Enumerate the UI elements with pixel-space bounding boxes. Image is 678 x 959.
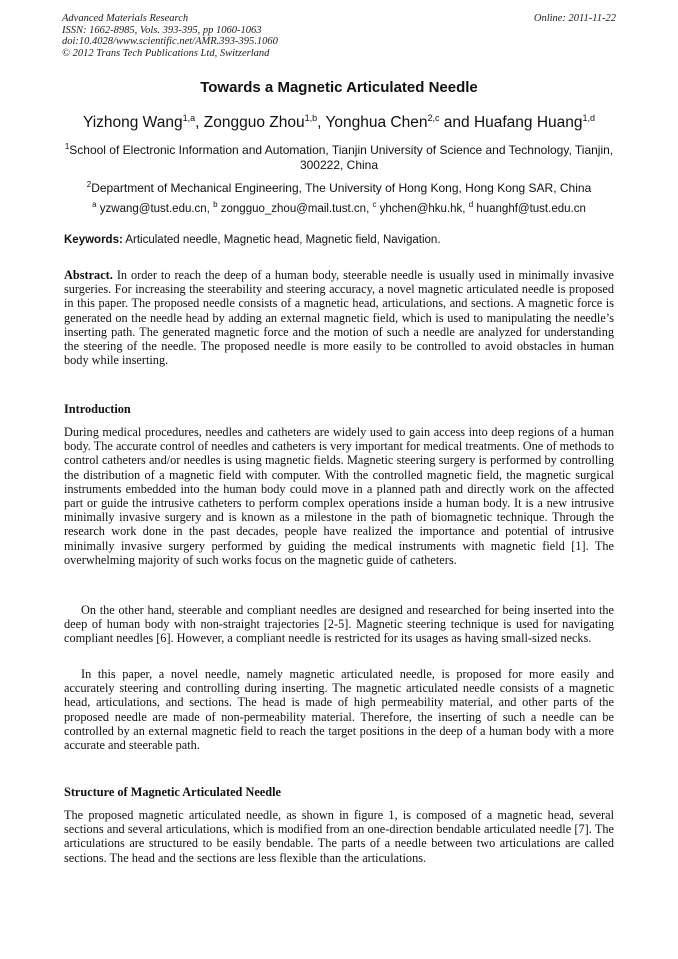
doi-line: doi:10.4028/www.scientific.net/AMR.393-395.1060 (62, 36, 278, 47)
section-heading-introduction: Introduction (64, 402, 131, 416)
affiliation-1 (64, 139, 614, 173)
affiliation-sup: 1 (64, 142, 70, 151)
abstract (64, 268, 614, 367)
paragraph: In this paper, a novel needle, namely magnetic articulated needle, is proposed for more easily and accurately steering and controlling during inserting. The magnetic articulated needle consists of a magnetic head, articulations, and sections. The head is made of high permeability material, and other parts of the proposed needle are made of non-permeability material. Therefore, the inserting of such a needle can be controlled by an external magnetic field to reach the target positions in the deep of a human body with a more accurate and steerable path. (64, 667, 614, 753)
email-link[interactable]: yhchen@hku.hk (379, 202, 463, 215)
author-sup: 1,a (182, 113, 196, 123)
email-sup: a (92, 200, 97, 209)
author-sep: , (317, 114, 326, 132)
email-link[interactable]: huanghf@tust.edu.cn (476, 202, 586, 215)
author-sup: 2,c (427, 113, 440, 123)
keywords-text: Articulated needle, Magnetic head, Magnetic field, Navigation. (125, 234, 441, 246)
copyright-line: © 2012 Trans Tech Publications Ltd, Switzerland (62, 47, 270, 59)
issn-line: ISSN: 1662-8985, Vols. 393-395, pp 1060-1063 (62, 24, 262, 36)
abstract-label: Abstract. (64, 268, 113, 282)
affiliation-text: School of Electronic Information and Automation, Tianjin University of Science and Technology, Tianjin, 300222, China (69, 143, 614, 172)
abstract-text: In order to reach the deep of a human body, steerable needle is usually used in minimally invasive surgeries. For increasing the steerability and steering accuracy, a novel magnetic articulated needle is proposed in this paper. The proposed needle consists of a magnetic head, articulations, and sections. A magnetic force is generated on the needle head by adding an external magnetic field, which is used to manipulating the needle’s inserting path. The generated magnetic force and the motion of such a needle are analyzed for understanding the steering of the needle. The proposed needle is more easily to be controlled to avoid obstacles in human body while inserting. (64, 268, 614, 368)
keywords-label: Keywords: (64, 234, 123, 246)
section-heading-structure: Structure of Magnetic Articulated Needle (64, 785, 281, 799)
author-sup: 1,d (582, 113, 596, 123)
journal-name: Advanced Materials Research (62, 13, 189, 24)
paper-title: Towards a Magnetic Articulated Needle (200, 79, 478, 96)
paragraph: On the other hand, steerable and compliant needles are designed and researched for being inserted into the deep of human body with non-straight trajectories [2-5]. Magnetic steering technique is used for navigating compliant needles [6]. However, a compliant needle is restricted for its usages as having small-sized necks. (64, 603, 614, 646)
email-sup: b (213, 200, 218, 209)
affiliation-text: Department of Mechanical Engineering, The University of Hong Kong, Hong Kong SAR, China (91, 181, 592, 195)
email-link[interactable]: zongguo_zhou@mail.tust.cn (220, 202, 367, 215)
online-date: Online: 2011-11-22 (533, 13, 616, 24)
author-sep: , (195, 114, 204, 132)
email-sup: c (372, 200, 377, 209)
author-name: Zongguo Zhou (203, 114, 305, 132)
paragraph: During medical procedures, needles and catheters are widely used to gain access into deep regions of a human body. The accurate control of needles and catheters is very important for medical treatments. One of methods to control catheters and/or needles is using magnetic fields. Magnetic steering surgery is performed by controlling the distribution of a magnetic field with computer. With the controlled magnetic field, the magnetic surgical instruments embedded into the human body could move in a planned path and directly work on the affected part or guide the intrusive catheters to perform complex operations inside a human body. It is a new intrusive minimally invasive surgery and is known as a milestone in the path of biomagnetic technique. Through the research work done in the past decades, people have realized the importance and potential of intrusive minimally invasive surgery performed by guiding the medical instruments with magnetic field [1]. The overwhelming majority of such works focus on the magnetic guide of catheters. (64, 425, 614, 567)
paragraph: The proposed magnetic articulated needle, as shown in figure 1, is composed of a magnetic head, several sections and several articulations, which is modified from an one-direction bendable articulated needle [7]. The articulations are structured to be easily bendable. The parts of a needle between two articulations are called sections. The head and the sections are less flexible than the articulations. (64, 808, 614, 865)
affiliation-sup: 2 (86, 180, 92, 189)
keywords (64, 234, 614, 246)
author-sup: 1,b (304, 113, 318, 123)
author-name: Yizhong Wang (82, 114, 183, 132)
journal-header (62, 13, 616, 59)
email-link[interactable]: yzwang@tust.edu.cn (99, 202, 207, 215)
author-name: Yonghua Chen (325, 114, 428, 132)
author-sep: and (439, 114, 474, 132)
affiliation-2 (64, 177, 614, 196)
email-list: $^a$ yzwang@tust.edu.cn, $^b$ zongguo_zhou@mail.tust.cn, $^c$ yhchen@hku.hk, $^d$ huanghf@tust.edu.cn (92, 200, 586, 215)
email-sup: d (468, 200, 474, 209)
author-name: Huafang Huang (473, 114, 583, 132)
author-list (0, 113, 678, 132)
